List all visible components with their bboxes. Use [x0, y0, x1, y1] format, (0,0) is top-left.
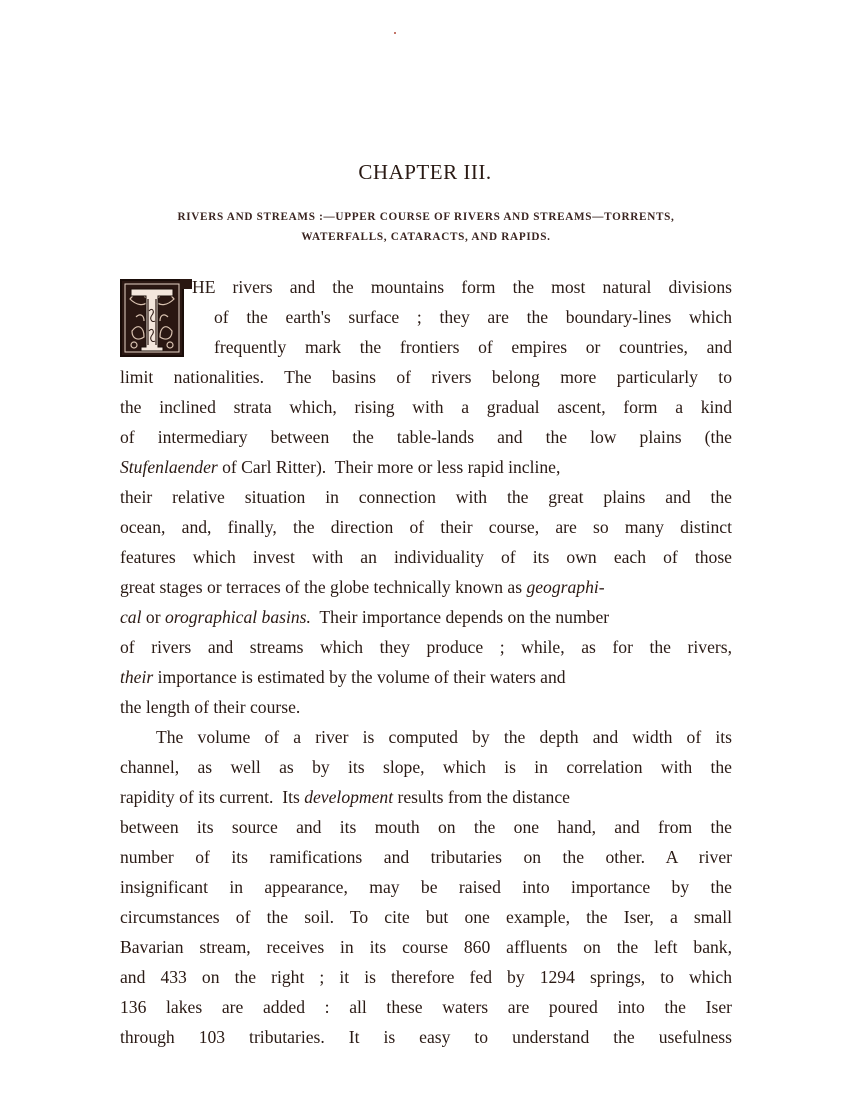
text-fragment: Their importance depends on the number	[310, 607, 610, 627]
text-line: of rivers and streams which they produce ; while, as for the rivers,	[120, 637, 732, 657]
ink-speck	[394, 32, 396, 34]
chapter-subtitle-line: RIVERS AND STREAMS :—UPPER COURSE OF RIVERS AND STREAMS—TORRENTS,	[177, 211, 675, 223]
text-line	[120, 602, 732, 632]
text-line: channel, as well as by its slope, which is in correlation with the	[120, 757, 732, 777]
text-line	[120, 572, 732, 602]
text-line: limit nationalities. The basins of rivers belong more particularly to	[120, 367, 732, 387]
text-fragment: results from the distance	[393, 787, 570, 807]
italic-term: their	[120, 667, 154, 687]
text-line: features which invest with an individuality of its own each of those	[120, 547, 732, 567]
text-line: HE rivers and the mountains form the most natural divisions	[192, 277, 732, 297]
chapter-subtitle	[120, 207, 732, 247]
italic-term: cal	[120, 607, 142, 627]
italic-term: geographi-	[526, 577, 605, 597]
text-line: circumstances of the soil. To cite but one example, the Iser, a small	[120, 907, 732, 927]
text-line: Bavarian stream, receives in its course 860 affluents on the left bank,	[120, 937, 732, 957]
text-line: through 103 tributaries. It is easy to understand the usefulness	[120, 1027, 732, 1047]
chapter-subtitle-line: WATERFALLS, CATARACTS, AND RAPIDS.	[301, 231, 551, 243]
text-line: ocean, and, finally, the direction of their course, are so many distinct	[120, 517, 732, 537]
text-line	[120, 782, 732, 812]
text-line	[120, 662, 732, 692]
text-fragment: importance is estimated by the volume of their waters and	[153, 667, 566, 687]
text-line: frequently mark the frontiers of empires or countries, and	[214, 337, 732, 357]
italic-term: orographical basins.	[164, 607, 311, 627]
text-line: their relative situation in connection with the great plains and the	[120, 487, 732, 507]
text-line: The volume of a river is computed by the depth and width of its	[156, 727, 732, 747]
text-line: number of its ramifications and tributaries on the other. A river	[120, 847, 732, 867]
text-fragment: great stages or terraces of the globe technically known as	[120, 577, 527, 597]
body-text	[120, 272, 732, 1052]
text-line: the length of their course.	[120, 697, 301, 717]
text-line	[120, 452, 732, 482]
text-line: of the earth's surface ; they are the boundary-lines which	[214, 307, 732, 327]
text-fragment: or	[141, 607, 165, 627]
text-line: between its source and its mouth on the one hand, and from the	[120, 817, 732, 837]
text-line: 136 lakes are added : all these waters are poured into the Iser	[120, 997, 732, 1017]
text-line: and 433 on the right ; it is therefore fed by 1294 springs, to which	[120, 967, 732, 987]
italic-term: development	[304, 787, 394, 807]
text-line: the inclined strata which, rising with a gradual ascent, form a kind	[120, 397, 732, 417]
text-fragment: rapidity of its current. Its	[120, 787, 305, 807]
chapter-title: CHAPTER III.	[358, 160, 492, 184]
text-line: of intermediary between the table-lands and the low plains (the	[120, 427, 732, 447]
text-line: insignificant in appearance, may be raised into importance by the	[120, 877, 732, 897]
italic-term: Stufenlaender	[120, 457, 218, 477]
text-fragment: of Carl Ritter). Their more or less rapid incline,	[217, 457, 561, 477]
